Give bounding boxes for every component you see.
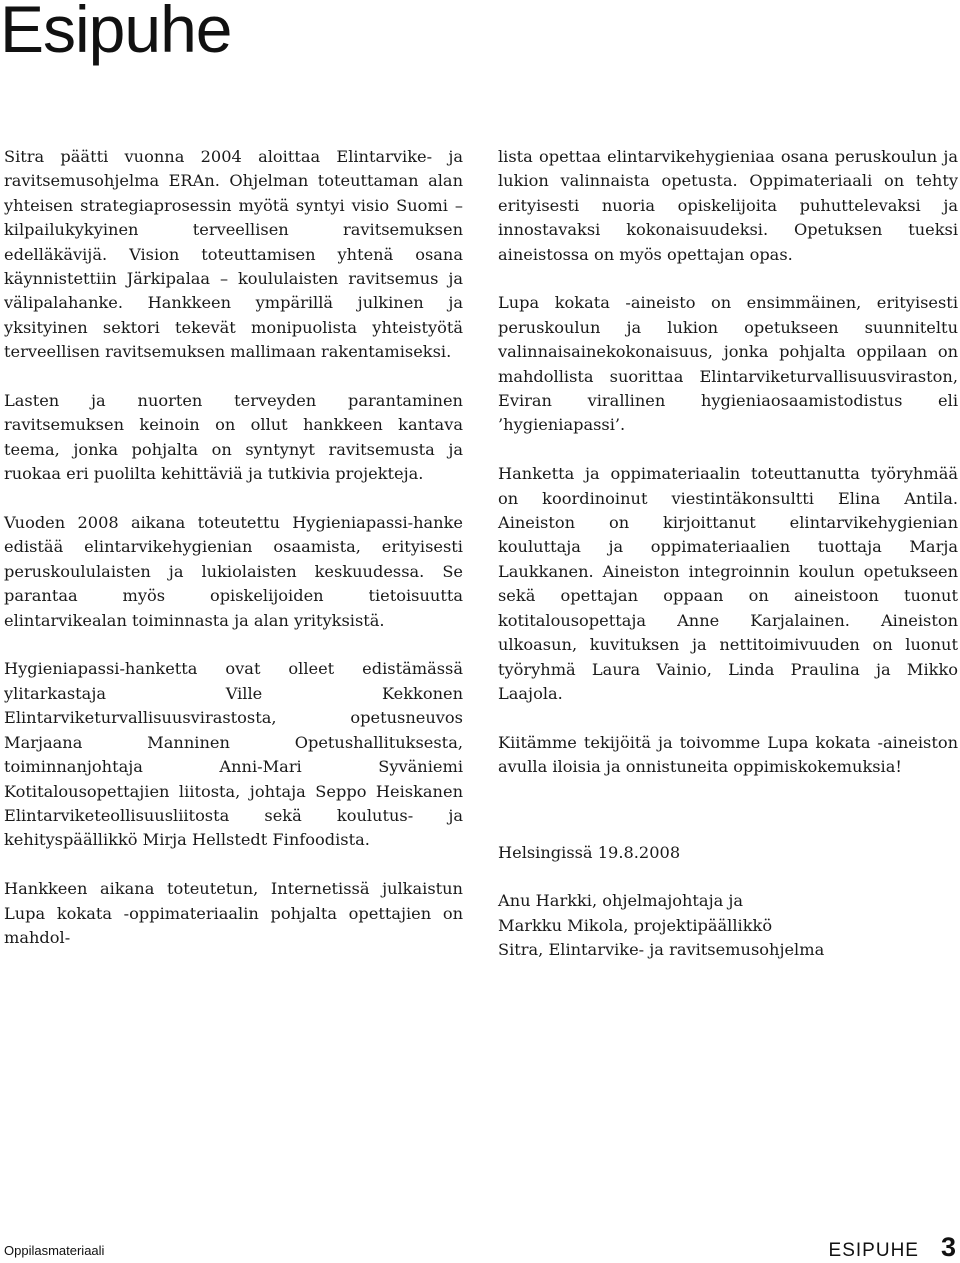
signature-block [498, 889, 958, 962]
paragraph: Sitra päätti vuonna 2004 aloittaa Elintarvike- ja ravitsemusohjelma ERAn. Ohjelman toteuttaman alan yhteisen strategiaprosessin myötä syntyi visio Suomi – kilpailukykyinen terveellisen ravitsemuksen edelläkävijä. Vision toteuttamisen yhtenä osana käynnistettiin Järkipalaa – koululaisten ravitsemus ja välipalahanke. Hankkeen ympärillä julkinen ja yksityinen sektori tekevät monipuolista yhteistyötä terveellisen ravitsemuksen mallimaan rakentamiseksi. [4, 147, 463, 362]
paragraph: Hygieniapassi-hanketta ovat olleet edistämässä ylitarkastaja Ville Kekkonen Elintarviketurvallisuusvirastosta, opetusneuvos Marjaana Manninen Opetushallituksesta, toiminnanjohtaja Anni-Mari Syväniemi Kotitalousopettajien liitosta, johtaja Seppo Heiskanen Elintarviketeollisuusliitosta sekä koulutus- ja kehityspäällikkö Mirja Hellstedt Finfoodista. [4, 659, 463, 850]
page-title: Esipuhe [0, 0, 232, 66]
paragraph: Lasten ja nuorten terveyden parantaminen ravitsemuksen keinoin on ollut hankkeen kantava teema, jonka pohjalta on syntynyt ravitsemusta ja ruokaa eri puolilta kehittäviä ja tutkivia projekteja. [4, 391, 463, 484]
paragraph: lista opettaa elintarvikehygieniaa osana peruskoulun ja lukion valinnaista opetusta. Oppimateriaali on tehty erityisesti nuoria opiskelijoita puhuttelevaksi ja innostavaksi kokonaisuudeksi. Opetuksen tueksi aineistossa on myös opettajan opas. [498, 147, 958, 264]
signature-line: Anu Harkki, ohjelmajohtaja ja [498, 891, 744, 911]
paragraph: Hankkeen aikana toteutetun, Internetissä julkaistun Lupa kokata -oppimateriaalin pohjalta opettajien on mahdol- [4, 879, 463, 947]
paragraph: Lupa kokata -aineisto on ensimmäinen, erityisesti peruskoulun ja lukion opetukseen suunniteltu valinnaisainekokonaisuus, jonka pohjalta oppilaan on mahdollista suorittaa Elintarviketurvallisuusviraston, Eviran virallinen hygieniaosaamistodistus eli ’hygieniapassi’. [498, 293, 958, 435]
paragraph: Vuoden 2008 aikana toteutettu Hygieniapassi-hanke edistää elintarvikehygienian osaamista, erityisesti peruskoululaisten ja lukiolaisten keskuudessa. Se parantaa myös opiskelijoiden tietoisuutta elintarvikealan toiminnasta ja alan yrityksistä. [4, 513, 463, 630]
date-line: Helsingissä 19.8.2008 [498, 842, 681, 862]
footer-publication-label: Oppilasmateriaali [4, 1243, 105, 1258]
left-column [4, 145, 463, 950]
page-number: 3 [940, 1232, 956, 1262]
footer-section-label: ESIPUHE [828, 1240, 919, 1261]
signature-line: Sitra, Elintarvike- ja ravitsemusohjelma [498, 940, 825, 960]
paragraph: Kiitämme tekijöitä ja toivomme Lupa kokata -aineiston avulla iloisia ja onnistuneita oppimiskokemuksia! [498, 732, 958, 777]
right-column [498, 145, 958, 963]
paragraph: Hanketta ja oppimateriaalin toteuttanutta työryhmää on koordinoinut viestintäkonsultti Elina Antila. Aineiston on kirjoittanut elintarvikehygienian kouluttaja ja oppimateriaalien tuottaja Marja Laukkanen. Aineiston integroinnin koulun opetukseen sekä opettajan oppaan on aineistoon tuonut kotitalousopettaja Anne Karjalainen. Aineiston ulkoasun, kuvituksen ja nettitoimivuuden on luonut työryhmä Laura Vainio, Linda Praulina ja Mikko Laajola. [498, 464, 958, 703]
footer-page-marker [829, 1232, 956, 1263]
signature-line: Markku Mikola, projektipäällikkö [498, 915, 773, 935]
